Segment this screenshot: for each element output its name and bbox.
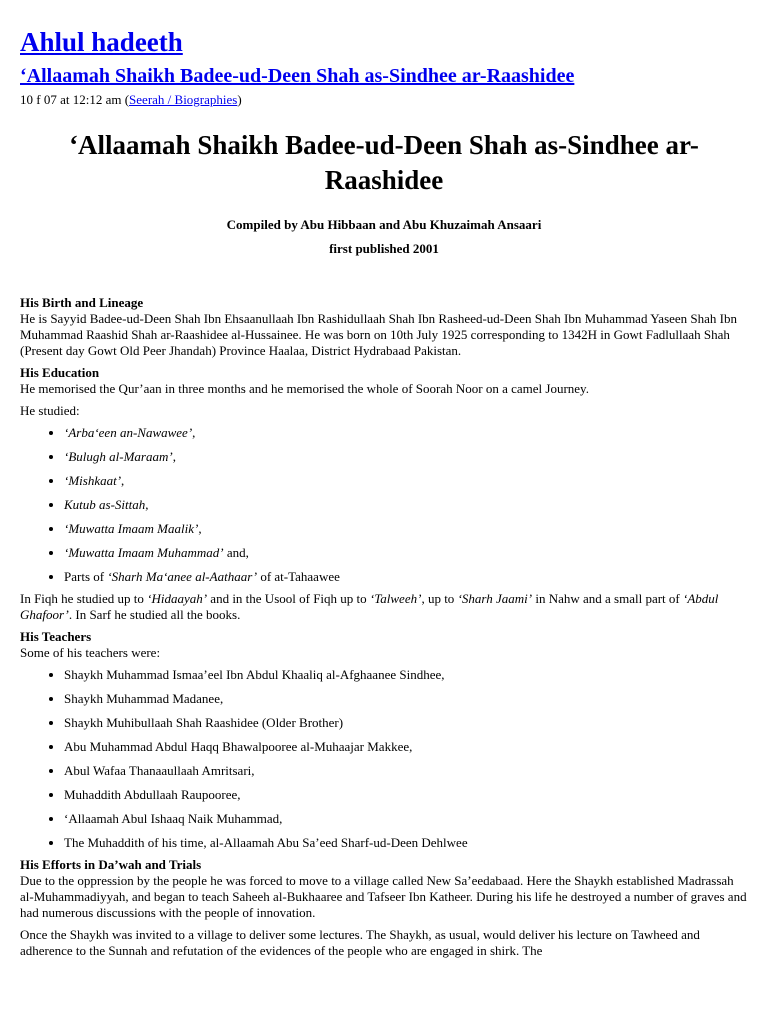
book-suffix: , xyxy=(145,497,149,512)
studied-label: He studied: xyxy=(20,403,80,418)
category-link[interactable]: Seerah / Biographies xyxy=(129,92,238,107)
list-item xyxy=(64,425,748,441)
efforts-paragraph-2: Once the Shaykh was invited to a village to deliver some lectures. The Shaykh, as usual, would deliver his lecture on Tawheed and adherence to the Sunnah and refutation of the evidences of the people who are engaged in shirk. The xyxy=(20,927,700,958)
list-item: • Shaykh Muhibullaah Shah Raashidee (Older Brother) xyxy=(64,715,748,731)
post-meta xyxy=(20,92,748,108)
birth-text: He is Sayyid Badee-ud-Deen Shah Ibn Ehsaanullaah Ibn Rashidullaah Shah Ibn Rasheed-ud-Deen Shah Ibn Muhammad Yaseen Shah Ibn Muhammad Raashid Shah ar-Raashidee al-Hussainee. He was born on 10th July 1925 corresponding to 1342H in Gowt Fadlullaah Shah (Present day Gowt Old Peer Jhandah) Province Haalaa, District Hydrabaad Pakistan. xyxy=(20,311,738,358)
site-title xyxy=(20,0,748,58)
post-date: 10 f 07 at 12:12 am ( xyxy=(20,92,130,107)
fiqh-text-part: in Nahw and a small part of xyxy=(532,591,683,606)
book-suffix: , xyxy=(192,425,196,440)
list-item: • Shaykh Muhammad Madanee, xyxy=(64,691,748,707)
first-published: first published 2001 xyxy=(329,241,439,256)
teachers-heading: His Teachers xyxy=(20,629,92,644)
list-item xyxy=(64,545,748,561)
list-item xyxy=(64,521,748,537)
meta-close-paren: ) xyxy=(237,92,242,107)
list-item xyxy=(64,497,748,513)
list-item: • Muhaddith Abdullaah Raupooree, xyxy=(64,787,748,803)
post-title xyxy=(20,64,748,88)
compiled-by: Compiled by Abu Hibbaan and Abu Khuzaimah Ansaari xyxy=(226,217,542,232)
book-title: ‘Sharh Jaami’ xyxy=(457,591,533,606)
list-item: • The Muhaddith of his time, al-Allaamah Abu Sa’eed Sharf-ud-Deen Dehlwee xyxy=(64,835,748,851)
list-item xyxy=(64,449,748,465)
book-suffix: and, xyxy=(223,545,249,560)
list-item: • Abul Wafaa Thanaaullaah Amritsari, xyxy=(64,763,748,779)
book-title: Kutub as-Sittah xyxy=(64,497,146,512)
book-title: ‘Abdul Ghafoor’ xyxy=(20,591,719,622)
fiqh-text-part: , up to xyxy=(421,591,458,606)
birth-heading: His Birth and Lineage xyxy=(20,295,144,310)
efforts-paragraph-1: Due to the oppression by the people he was forced to move to a village called New Sa’eedabaad. Here the Shaykh established Madrassah al-Muhammadiyyah, and began to teach Saheeh al-Bukhaaree and Tafseer Ibn Katheer. During his life he destroyed a number of graves and had numerous discussions with the people of innovation. xyxy=(20,873,747,920)
fiqh-text-part: and in the Usool of Fiqh up to xyxy=(207,591,370,606)
list-item: • Abu Muhammad Abdul Haqq Bhawalpooree al-Muhaajar Makkee, xyxy=(64,739,748,755)
book-title: ‘Muwatta Imaam Maalik’ xyxy=(64,521,199,536)
education-heading: His Education xyxy=(20,365,100,380)
book-suffix: of at-Tahaawee xyxy=(257,569,340,584)
list-item xyxy=(64,473,748,489)
books-list xyxy=(20,425,748,585)
fiqh-text-part: . In Sarf he studied all the books. xyxy=(68,607,241,622)
teachers-list xyxy=(20,667,748,851)
list-item xyxy=(64,569,748,585)
book-title: ‘Bulugh al-Maraam’ xyxy=(64,449,173,464)
book-title: ‘Hidaayah’ xyxy=(147,591,208,606)
site-title-link[interactable]: Ahlul hadeeth xyxy=(20,27,183,57)
book-title: ‘Mishkaat’ xyxy=(64,473,122,488)
list-item: • ‘Allaamah Abul Ishaaq Naik Muhammad, xyxy=(64,811,748,827)
book-suffix: , xyxy=(172,449,176,464)
article-title: ‘Allaamah Shaikh Badee-ud-Deen Shah as-Sindhee ar-Raashidee xyxy=(69,130,699,195)
fiqh-text xyxy=(20,591,748,623)
book-title: ‘Arba‘een an-Nawawee’ xyxy=(64,425,193,440)
book-title: ‘Muwatta Imaam Muhammad’ xyxy=(64,545,224,560)
list-item: • Shaykh Muhammad Ismaa’eel Ibn Abdul Khaaliq al-Afghaanee Sindhee, xyxy=(64,667,748,683)
fiqh-text-part: In Fiqh he studied up to xyxy=(20,591,148,606)
teachers-intro: Some of his teachers were: xyxy=(20,645,161,660)
efforts-heading: His Efforts in Da’wah and Trials xyxy=(20,857,202,872)
book-suffix: , xyxy=(121,473,125,488)
book-suffix: , xyxy=(198,521,202,536)
book-title: ‘Talweeh’ xyxy=(369,591,422,606)
book-title: ‘Sharh Ma‘anee al-Aathaar’ xyxy=(107,569,258,584)
post-title-link[interactable]: ‘Allaamah Shaikh Badee-ud-Deen Shah as-Sindhee ar-Raashidee xyxy=(20,65,575,87)
book-prefix: Parts of xyxy=(64,569,108,584)
education-text: He memorised the Qur’aan in three months and he memorised the whole of Soorah Noor on a camel Journey. xyxy=(20,381,589,396)
